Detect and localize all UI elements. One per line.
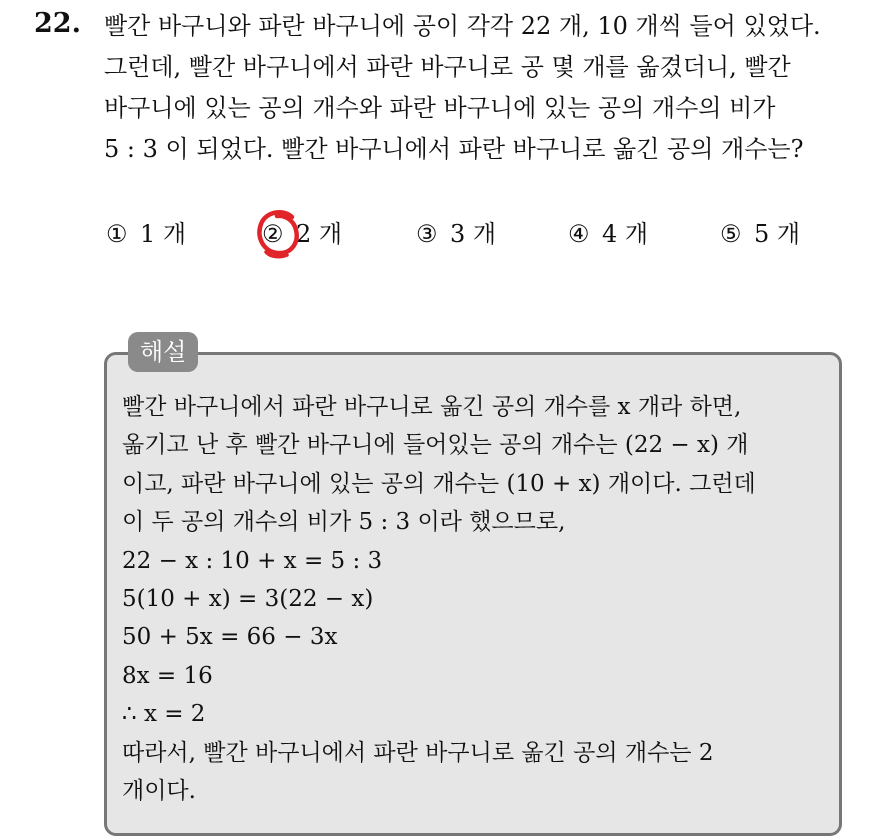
solution-tab: 해설 (128, 332, 198, 372)
equation-line: 5(10 + x) = 3(22 − x) (122, 586, 374, 613)
solution-line: 이고, 파란 바구니에 있는 공의 개수는 (10 + x) 개이다. 그런데 (122, 470, 756, 497)
solution-text (122, 388, 832, 810)
choice-label: 5 개 (754, 220, 801, 248)
question-line: 바구니에 있는 공의 개수와 파란 바구니에 있는 공의 개수의 비가 (104, 94, 776, 122)
question-line: 빨간 바구니와 파란 바구니에 공이 각각 22 개, 10 개씩 들어 있었다. (104, 12, 821, 40)
choice-number: ③ (416, 220, 438, 248)
equation-line: 8x = 16 (122, 662, 213, 689)
equation-line: 22 − x : 10 + x = 5 : 3 (122, 547, 383, 574)
choice-label: 4 개 (602, 220, 649, 248)
question-number: 22. (34, 8, 81, 39)
choice-label: 2 개 (296, 220, 343, 248)
equation-line: ∴ x = 2 (122, 701, 206, 728)
choice-number: ⑤ (720, 220, 742, 248)
choice-4[interactable] (568, 214, 648, 254)
choice-5[interactable] (720, 214, 800, 254)
equation-line: 50 + 5x = 66 − 3x (122, 624, 338, 651)
choice-label: 1 개 (140, 220, 187, 248)
choice-label: 3 개 (450, 220, 497, 248)
solution-line: 개이다. (122, 778, 196, 805)
answer-choices (106, 214, 826, 254)
solution-line: 따라서, 빨간 바구니에서 파란 바구니로 옮긴 공의 개수는 2 (122, 739, 714, 766)
solution-line: 옮기고 난 후 빨간 바구니에 들어있는 공의 개수는 (22 − x) 개 (122, 432, 749, 459)
question-line: 그런데, 빨간 바구니에서 파란 바구니로 공 몇 개를 옮겼더니, 빨간 (104, 53, 791, 81)
question-text (104, 6, 864, 170)
choice-3[interactable] (416, 214, 496, 254)
solution-line: 이 두 공의 개수의 비가 5 : 3 이라 했으므로, (122, 509, 566, 536)
choice-1[interactable] (106, 214, 186, 254)
choice-number: ① (106, 220, 128, 248)
choice-number: ④ (568, 220, 590, 248)
choice-2[interactable] (262, 214, 342, 254)
question-line: 5 : 3 이 되었다. 빨간 바구니에서 파란 바구니로 옮긴 공의 개수는? (104, 135, 804, 163)
choice-number: ② (262, 220, 284, 248)
solution-line: 빨간 바구니에서 파란 바구니로 옮긴 공의 개수를 x 개라 하면, (122, 394, 742, 420)
